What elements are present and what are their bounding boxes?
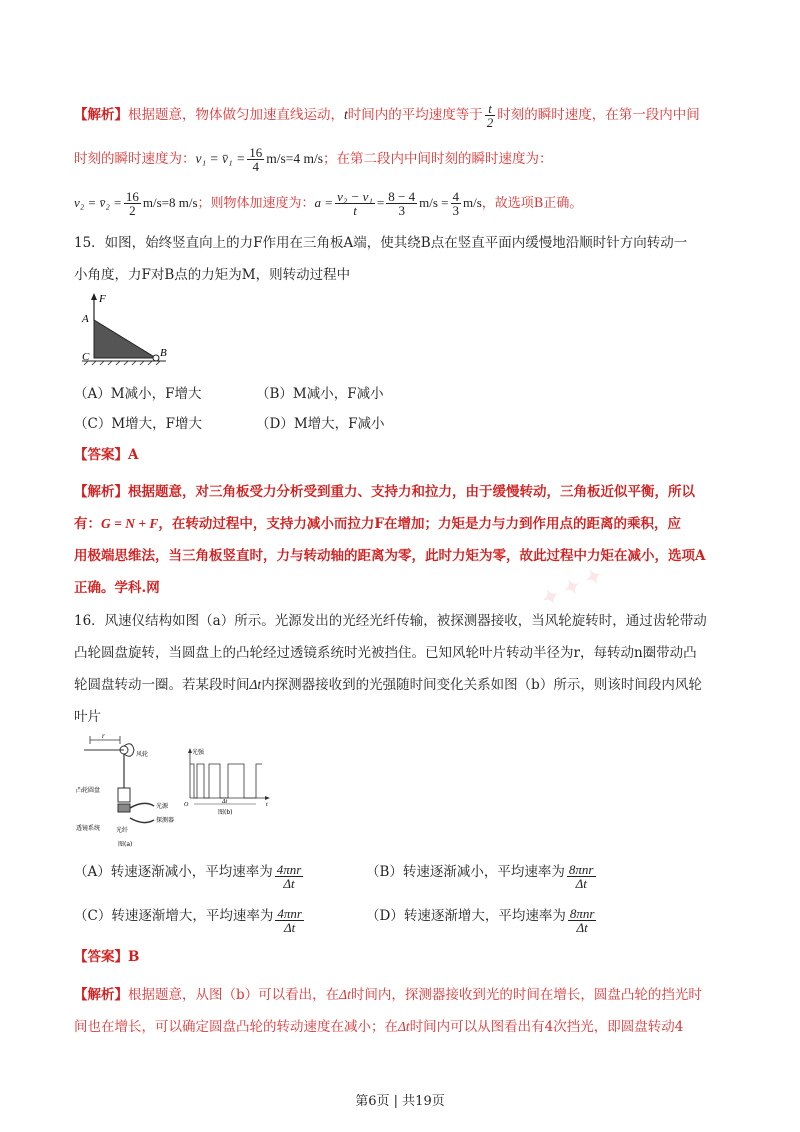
caption-b: 图(b)	[218, 809, 233, 816]
label-F: F	[99, 293, 106, 305]
q14-analysis-line-2: 时刻的瞬时速度为：v₁ = v̄₁ = $\frac{16}{4}$ m/s=4 m/s；在第二段内中间时刻的瞬时速度为：	[74, 145, 553, 174]
q15-option-a[interactable]: （A）M减小，F增大	[74, 386, 202, 402]
q16-stem-line-3: 轮圆盘转动一圈。若某段时间Δt内探测器接收到的光强随时间变化关系如图（b）所示，则该时间段内风轮	[74, 677, 702, 693]
q16-option-c[interactable]: （C）转速逐渐增大，平均速率为 $\frac{\text{4πnr}}{\Delta t}$	[74, 906, 302, 935]
caption-a: 图(a)	[118, 841, 133, 848]
svg-text:Δt: Δt	[222, 799, 228, 805]
svg-text:探测器: 探测器	[156, 817, 175, 824]
q15-analysis-line-3: 用极端思维法，当三角板竖直时，力与转动轴的距离为零，此时力矩为零，故此过程中力矩在减小，选项A	[74, 548, 706, 564]
svg-text:光纤: 光纤	[116, 827, 129, 834]
q16-option-b[interactable]: （B）转速逐渐减小，平均速率为 $\frac{\text{8πnr}}{\Delta t}$	[366, 862, 594, 891]
watermark: ✦ ✦ ✦	[537, 562, 607, 612]
triangle-board	[94, 320, 156, 358]
label-C: C	[82, 351, 90, 363]
label-A: A	[82, 313, 89, 325]
page-footer: 第6页 | 共19页	[355, 1094, 445, 1109]
label-r: r	[102, 732, 105, 740]
q16-option-d[interactable]: （D）转速逐渐增大，平均速率为 $\frac{\text{8πnr}}{\Delta t}$	[366, 906, 595, 935]
svg-text:光强: 光强	[192, 749, 205, 756]
q15-option-c[interactable]: （C）M增大，F增大	[74, 416, 203, 432]
q15-option-d[interactable]: （D）M增大，F减小	[256, 416, 385, 432]
q15-stem-line-1: 15．如图，始终竖直向上的力F作用在三角板A端，使其绕B点在竖直平面内缓慢地沿顺时针方向转动一	[74, 235, 688, 251]
q16-analysis-line-1: 【解析】根据题意，从图（b）可以看出，在Δt时间内，探测器接收到光的时间在增长，圆盘凸轮的挡光时	[74, 987, 702, 1003]
svg-text:t: t	[266, 802, 268, 808]
svg-text:光源: 光源	[156, 803, 169, 810]
q16-stem-line-1: 16．风速仪结构如图（a）所示。光源发出的光经光纤传输，被探测器接收，当风轮旋转时，通过齿轮带动	[74, 613, 707, 629]
svg-text:透镜系统: 透镜系统	[76, 825, 101, 832]
q15-triangle-figure	[74, 290, 184, 370]
q16-stem-line-4: 叶片	[74, 709, 101, 725]
q15-option-b[interactable]: （B）M减小，F减小	[256, 386, 384, 402]
q15-answer: 【答案】A	[74, 447, 139, 463]
q16-figure-a	[74, 730, 184, 850]
label-B: B	[160, 347, 167, 359]
svg-text:O: O	[184, 802, 189, 808]
q15-analysis-line-4: 正确。学科.网	[74, 580, 160, 596]
analysis-tag: 【解析】	[74, 107, 128, 123]
q16-answer: 【答案】B	[74, 949, 140, 965]
q16-figure-b	[184, 746, 274, 818]
q16-stem-line-2: 凸轮圆盘旋转，当圆盘上的凸轮经过透镜系统时光被挡住。已知风轮叶片转动半径为r，每转动n圈带动凸	[74, 645, 697, 661]
q14-analysis-line-3: v₂ = v̄₂ = $\frac{16}{2}$ m/s=8 m/s；则物体加速度为：a = $\frac{\text{v₂ − v₁}}{t}$ = $\frac{8 - 4}{3}$ m/s = $\frac{4}{3}$ m/s，故选项B正确。	[74, 189, 583, 218]
svg-text:风轮: 风轮	[136, 751, 149, 758]
fraction: $\frac{16}{4}$	[249, 145, 263, 174]
q15-analysis-line-2: 有：G = N + F，在转动过程中，支持力减小而拉力F在增加；力矩是力与力到作用点的距离的乘积，应	[74, 516, 681, 532]
q16-option-a[interactable]: （A）转速逐渐减小，平均速率为 $\frac{\text{4πnr}}{\Delta t}$	[74, 862, 302, 891]
q15-analysis-line-1: 【解析】根据题意，对三角板受力分析受到重力、支持力和拉力，由于缓慢转动，三角板近似平衡，所以	[74, 484, 695, 500]
q16-analysis-line-2: 间也在增长，可以确定圆盘凸轮的转动速度在减小；在Δt时间内可以从图看出有4次挡光，即圆盘转动4	[74, 1019, 684, 1035]
fraction: $\frac{t}{2}$	[486, 101, 494, 130]
q14-analysis-line-1: 【解析】根据题意，物体做匀加速直线运动，t时间内的平均速度等于 $\frac{t}{2}$ 时刻的瞬时速度，在第一段内中间	[74, 101, 700, 130]
svg-text:凸轮圆盘: 凸轮圆盘	[76, 787, 101, 794]
q15-stem-line-2: 小角度，力F对B点的力矩为M，则转动过程中	[74, 267, 351, 283]
